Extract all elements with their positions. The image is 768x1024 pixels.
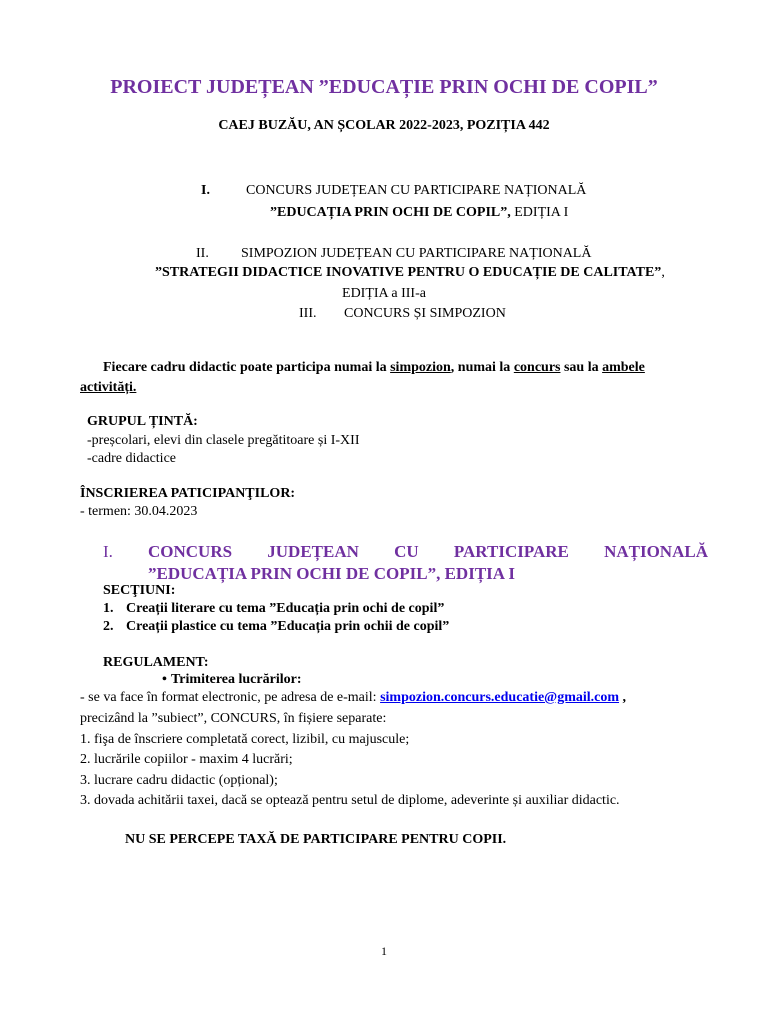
participation-text-3: sau la [560, 360, 603, 375]
contest-title-word: NAȚIONALĂ [604, 542, 708, 561]
activity-2-comma: , [661, 265, 665, 280]
submission-list-item: 3. dovada achitării taxei, dacă se optează pentru setul de diplome, adeverinte și auxiliar didactic. [80, 793, 620, 808]
activity-1-number: I. [201, 183, 210, 198]
email-suffix: , [619, 690, 627, 705]
activity-2-edition: EDIȚIA a III-a [342, 286, 426, 301]
participation-simpozion: simpozion [390, 360, 451, 375]
target-group-item: -preșcolari, elevi din clasele pregătitoare și I-XII [87, 433, 360, 448]
no-fee-note: NU SE PERCEPE TAXĂ DE PARTICIPARE PENTRU COPII. [125, 832, 507, 847]
contest-title-word: JUDEȚEAN [267, 542, 359, 561]
bullet-item: Trimiterea lucrărilor: [171, 672, 302, 687]
section-number: 2. [103, 619, 114, 634]
page-number: 1 [381, 944, 387, 958]
activity-2-number: II. [196, 246, 209, 261]
email-link[interactable]: simpozion.concurs.educatie@gmail.com [380, 690, 620, 705]
specify-line: precizând la ”subiect”, CONCURS, în fișiere separate: [80, 711, 387, 726]
email-line [80, 690, 626, 706]
activity-2-line1: SIMPOZION JUDEȚEAN CU PARTICIPARE NAȚIONALĂ [241, 246, 592, 261]
registration-heading: ÎNSCRIEREA PATICIPANŢILOR: [80, 486, 296, 501]
participation-ambele: ambele [602, 360, 645, 375]
submission-list-item: 1. fişa de înscriere completată corect, lizibil, cu majuscule; [80, 732, 410, 747]
section-item: Creații literare cu tema ”Educația prin ochi de copil” [126, 601, 445, 616]
page-subtitle: CAEJ BUZĂU, AN ȘCOLAR 2022-2023, POZIȚIA 442 [218, 118, 550, 133]
contest-title-word: CONCURS [148, 542, 233, 561]
participation-text-2: , numai la [450, 360, 514, 375]
sections-heading: SECŢIUNI: [103, 583, 176, 598]
participation-note-line2: activități. [80, 380, 137, 395]
section-number: 1. [103, 601, 114, 616]
contest-title-line2: ”EDUCAȚIA PRIN OCHI DE COPIL”, EDIȚIA I [148, 564, 515, 583]
email-prefix: - se va face în format electronic, pe adresa de e-mail: [80, 690, 381, 705]
rules-heading: REGULAMENT: [103, 655, 209, 670]
page-title: PROIECT JUDEȚEAN ”EDUCAȚIE PRIN OCHI DE COPIL” [110, 76, 658, 98]
target-group-item: -cadre didactice [87, 451, 176, 466]
section-item: Creații plastice cu tema ”Educația prin ochii de copil” [126, 619, 450, 634]
participation-text-1: Fiecare cadru didactic poate participa numai la [103, 360, 391, 375]
submission-list-item: 2. lucrările copiilor - maxim 4 lucrări; [80, 752, 293, 767]
activity-1-line1: CONCURS JUDEȚEAN CU PARTICIPARE NAȚIONALĂ [246, 183, 587, 198]
activity-3-line1: CONCURS ȘI SIMPOZION [344, 306, 506, 321]
registration-deadline: - termen: 30.04.2023 [80, 504, 198, 519]
bullet-icon: • [162, 672, 167, 687]
activity-3-number: III. [299, 306, 317, 321]
contest-number: I. [103, 542, 113, 561]
activity-1-line2 [270, 205, 568, 221]
contest-title-line1 [148, 542, 708, 562]
contest-title-word: CU [394, 542, 419, 561]
activity-1-edition: EDIȚIA I [510, 205, 569, 220]
activity-2-name: ”STRATEGII DIDACTICE INOVATIVE PENTRU O EDUCAȚIE DE CALITATE” [155, 265, 662, 280]
activity-1-name: ”EDUCAȚIA PRIN OCHI DE COPIL”, [270, 205, 511, 220]
participation-concurs: concurs [513, 360, 561, 375]
submission-list-item: 3. lucrare cadru didactic (opțional); [80, 773, 278, 788]
participation-note-line1 [103, 360, 645, 376]
activity-2-line2 [155, 265, 665, 281]
target-group-heading: GRUPUL ȚINTĂ: [87, 414, 198, 429]
contest-title-word: PARTICIPARE [453, 542, 569, 561]
